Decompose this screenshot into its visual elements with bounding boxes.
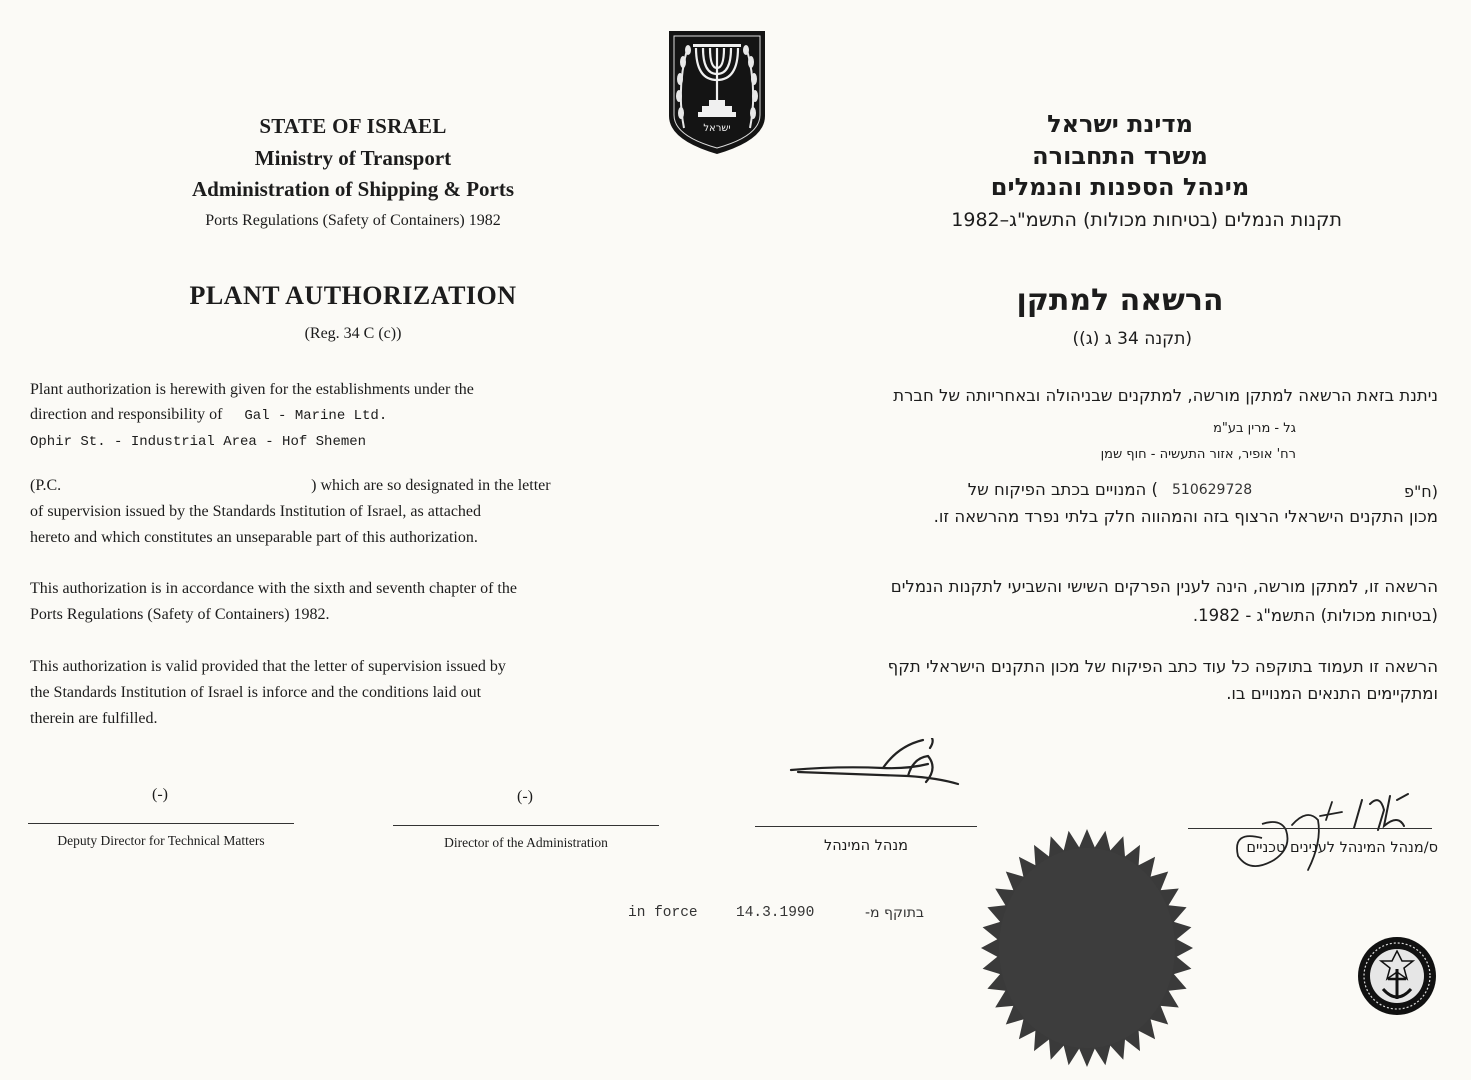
serrated-seal [980, 828, 1194, 1068]
he-regulation-title: תקנות הנמלים (בטיחות מכולות) התשמ"ג–1982 [951, 209, 1342, 231]
en-state-name: STATE OF ISRAEL [259, 114, 447, 138]
en-paragraph-3: This authorization is in accordance with the sixth and seventh chapter of the Ports Regulations (Safety of Containers) 1982. [30, 580, 517, 623]
en-director-signature-mark: (-) [517, 788, 533, 805]
in-force-date: 14.3.1990 [736, 905, 815, 921]
en-director-signature-line [393, 825, 659, 826]
in-force-label: in force [628, 905, 698, 921]
en-deputy-title: Deputy Director for Technical Matters [57, 833, 265, 848]
he-deputy-title: ס/מנהל המינהל לענינים טכניים [1246, 840, 1438, 856]
he-director-signature-line [755, 826, 977, 827]
he-paragraph-3-line-2: (בטיחות מכולות) התשמ"ג - 1982. [1192, 606, 1438, 625]
en-paragraph-1: Plant authorization is herewith given for the establishments under the direction and responsibility of Gal - Marine Ltd. Ophir St. - Industrial Area - Hof Shemen [30, 377, 670, 455]
he-ministry-name: משרד התחבורה [1032, 142, 1208, 170]
he-director-title: מנהל המינהל [823, 838, 909, 854]
en-paragraph-4: This authorization is valid provided that the letter of supervision issued by the Standards Institution of Israel is inforce and the conditions laid out therein are fulfilled. [30, 658, 506, 727]
en-administration-name: Administration of Shipping & Ports [191, 177, 515, 201]
he-paragraph-4-line-2: ומתקיימים התנאים המנויים בו. [1226, 684, 1438, 703]
state-emblem [666, 28, 768, 156]
en-ministry-name: Ministry of Transport [254, 146, 452, 170]
he-paragraph-1-line-1: ניתנת בזאת הרשאה למתקן מורשה, למתקנים שבניהולה ובאחריותה של חברת [893, 386, 1438, 405]
he-state-name: מדינת ישראל [1047, 110, 1193, 138]
en-regulation-reference: (Reg. 34 C (c)) [304, 325, 402, 342]
svg-text:ישראל: ישראל [703, 123, 731, 134]
anchor-stamp [1356, 935, 1438, 1017]
en-director-title: Director of the Administration [444, 835, 608, 850]
seal-icon [980, 828, 1194, 1068]
he-paragraph-2-line-2: מכון התקנים הישראלי הרצוף בזה והמהווה חלק בלתי נפרד מהרשאה זו. [933, 507, 1438, 526]
en-document-title: PLANT AUTHORIZATION [189, 281, 517, 310]
he-paragraph-3-line-1: הרשאה זו, למתקן מורשה, הינה לענין הפרקים השישי והשביעי לתקנות הנמלים [890, 577, 1438, 596]
en-paragraph-2: (P.C. ) which are so designated in the letter of supervision issued by the Standards Institution of Israel, as attached hereto and which constitutes an unseparable part of this authorization. [30, 477, 551, 546]
he-deputy-signature-line [1188, 828, 1432, 829]
en-company-address: Ophir St. - Industrial Area - Hof Shemen [30, 434, 367, 450]
he-company-address: רח' אופיר, אזור התעשיה - חוף שמן [1100, 447, 1296, 462]
he-company-name: גל - מרין בע"מ [1213, 421, 1296, 436]
he-paragraph-2-line-1: ) המנויים בכתב הפיקוח של [967, 480, 1158, 499]
in-force-label-hebrew: בתוקף מ- [864, 905, 924, 921]
anchor-star-icon [1356, 935, 1438, 1017]
he-pc-label: (ח"פ [1403, 482, 1438, 501]
he-administration-name: מינהל הספנות והנמלים [990, 173, 1250, 201]
he-paragraph-4-line-1: הרשאה זו תעמוד בתוקפה כל עוד כתב הפיקוח של מכון התקנים הישראלי תקף [887, 657, 1438, 676]
en-company-name: Gal - Marine Ltd. [244, 408, 388, 424]
he-pc-number: 510629728 [1172, 482, 1253, 498]
en-deputy-signature-line [28, 823, 294, 824]
director-handwritten-signature [788, 738, 963, 798]
menorah-emblem-icon [666, 28, 768, 156]
he-regulation-reference: (תקנה 34 ג (ג)) [1072, 329, 1192, 349]
en-regulation-title: Ports Regulations (Safety of Containers) 1982 [205, 212, 501, 229]
he-document-title: הרשאה למתקן [1016, 283, 1224, 318]
deputy-handwritten-signature [1222, 790, 1417, 880]
en-deputy-signature-mark: (-) [152, 786, 168, 803]
